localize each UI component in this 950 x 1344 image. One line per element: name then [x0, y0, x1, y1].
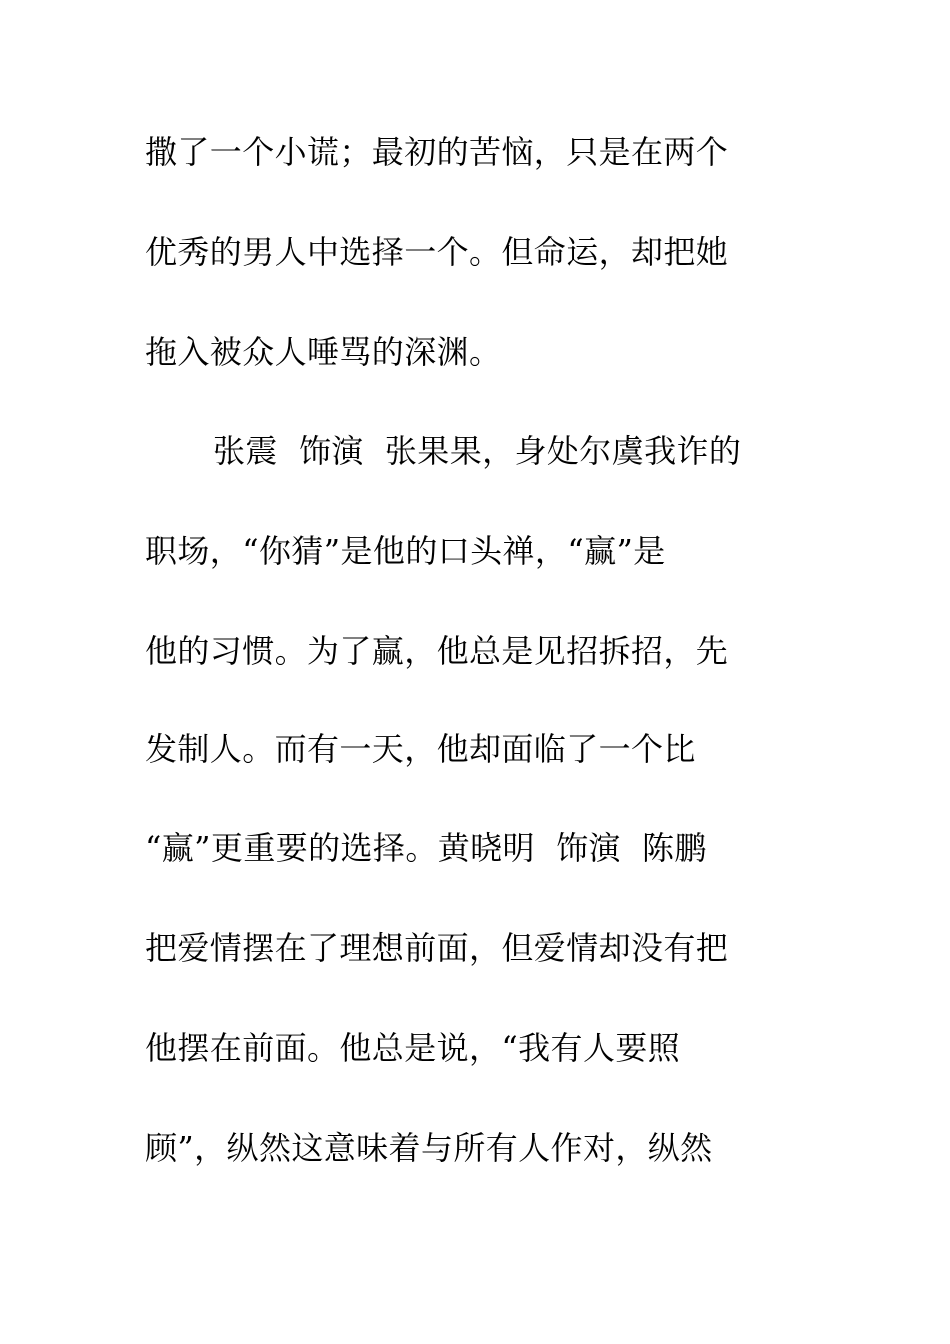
text-line: 把爱情摆在了理想前面，但爱情却没有把: [145, 929, 729, 967]
text-line: 他摆在前面。他总是说，“我有人要照: [145, 1029, 681, 1067]
text-line: 顾”，纵然这意味着与所有人作对，纵然: [145, 1129, 713, 1167]
paragraph-start-line: 张震 饰演 张果果，身处尔虞我诈的: [213, 432, 742, 470]
text-line: 发制人。而有一天，他却面临了一个比: [145, 730, 696, 768]
text-line: 职场，“你猜”是他的口头禅，“赢”是: [145, 532, 666, 570]
text-line: 撒了一个小谎；最初的苦恼，只是在两个: [145, 133, 729, 171]
text-line: “赢”更重要的选择。黄晓明 饰演 陈鹏: [145, 829, 707, 867]
text-line: 优秀的男人中选择一个。但命运，却把她: [145, 233, 729, 271]
text-line: 拖入被众人唾骂的深渊。: [145, 333, 502, 371]
text-line: 他的习惯。为了赢，他总是见招拆招，先: [145, 632, 729, 670]
